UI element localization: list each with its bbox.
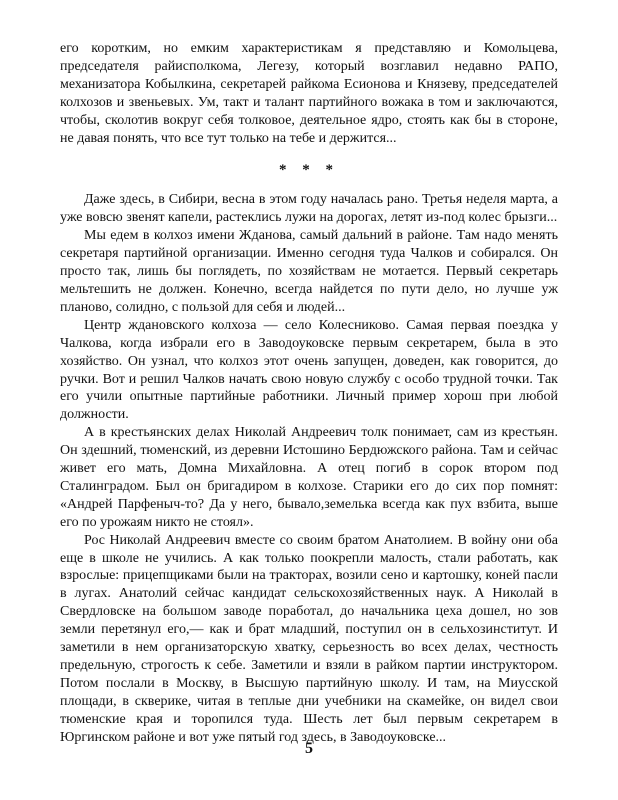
- paragraph-kolesnikovo: Центр ждановского колхоза — село Колесниково. Самая первая поездка у Чалкова, когда избрали его в Заводоуковске первым секретарем, была в это хозяйство. Он узнал, что колхоз этот очень запущен, доведен, как говорится, до ручки. Вот и решил Чалков начать свою новую службу с особо трудной точки. Так его учили опытные партийные работники. Личный пример хорош при любой должности.: [60, 317, 558, 423]
- page-number: 5: [305, 740, 313, 757]
- paragraph-spring: Даже здесь, в Сибири, весна в этом году началась рано. Третья неделя марта, а уже вовсю звенят капели, растеклись лужи на дорогах, летят из-под колес брызги...: [60, 192, 558, 226]
- paragraph-peasant-origins: А в крестьянских делах Николай Андреевич толк понимает, сам из крестьян. Он здешний, тюменский, из деревни Истошино Бердюжского района. Там и сейчас живет его мать, Домна Михайловна. А отец погиб в сорок втором под Сталинградом. Был он бригадиром в колхозе. Старики его до сих пор помнят: «Андрей Парфеныч-то? Да у него, бывало,земелька всегда как пух взбита, выше его по урожаям никто не стоял».: [60, 425, 558, 530]
- section-separator: * * *: [279, 162, 339, 179]
- opening-paragraph: его коротким, но емким характеристикам я представляю и Комольцева, председателя райисполкома, Легезу, который возглавил недавно РАПО, механизатора Кобылкина, секретарей райкома Есионова и Князеву, председателей колхозов и звеньевых. Ум, такт и талант партийного вожака в том и заключаются, чтобы, сколотив вокруг себя толковое, деятельное ядро, стоять как бы в стороне, не давая понять, что все тут только на тебе и держится...: [60, 41, 558, 146]
- book-page: [60, 40, 558, 747]
- paragraph-biography: Рос Николай Андреевич вместе со своим братом Анатолием. В войну они оба еще в школе не учились. А как только поокрепли малость, стали работать, как взрослые: прицепщиками были на тракторах, возили сено и картошку, коней пасли в лугах. Анатолий сейчас кандидат сельскохозяйственных наук. А Николай в Свердловске на большом заводе поработал, до начальника цеха дошел, но зов земли перетянул его,— как и брат младший, поступил он в сельхозинститут. И заметили в нем организаторскую хватку, серьезность во всех делах, честность предельную, строгость к себе. Заметили и взяли в райком партии инструктором. Потом послали в Москву, в Высшую партийную школу. И там, на Миусской площади, в скверике, читая в теплые дни учебники на скамейке, он видел свои тюменские края и торопился туда. Шесть лет был первым секретарем в Юргинском районе и вот уже пятый год здесь, в Заводоуковске...: [60, 532, 558, 745]
- paragraph-kolkhoz-trip: Мы едем в колхоз имени Жданова, самый дальний в районе. Там надо менять секретаря партийной организации. Именно сегодня туда Чалков и собирался. Он просто так, лишь бы поглядеть, по хозяйствам не мотается. Первый секретарь мельтешить не должен. Конечно, всегда найдется по пути дело, но лучше уж планово, солидно, с пользой для себя и людей...: [60, 228, 558, 315]
